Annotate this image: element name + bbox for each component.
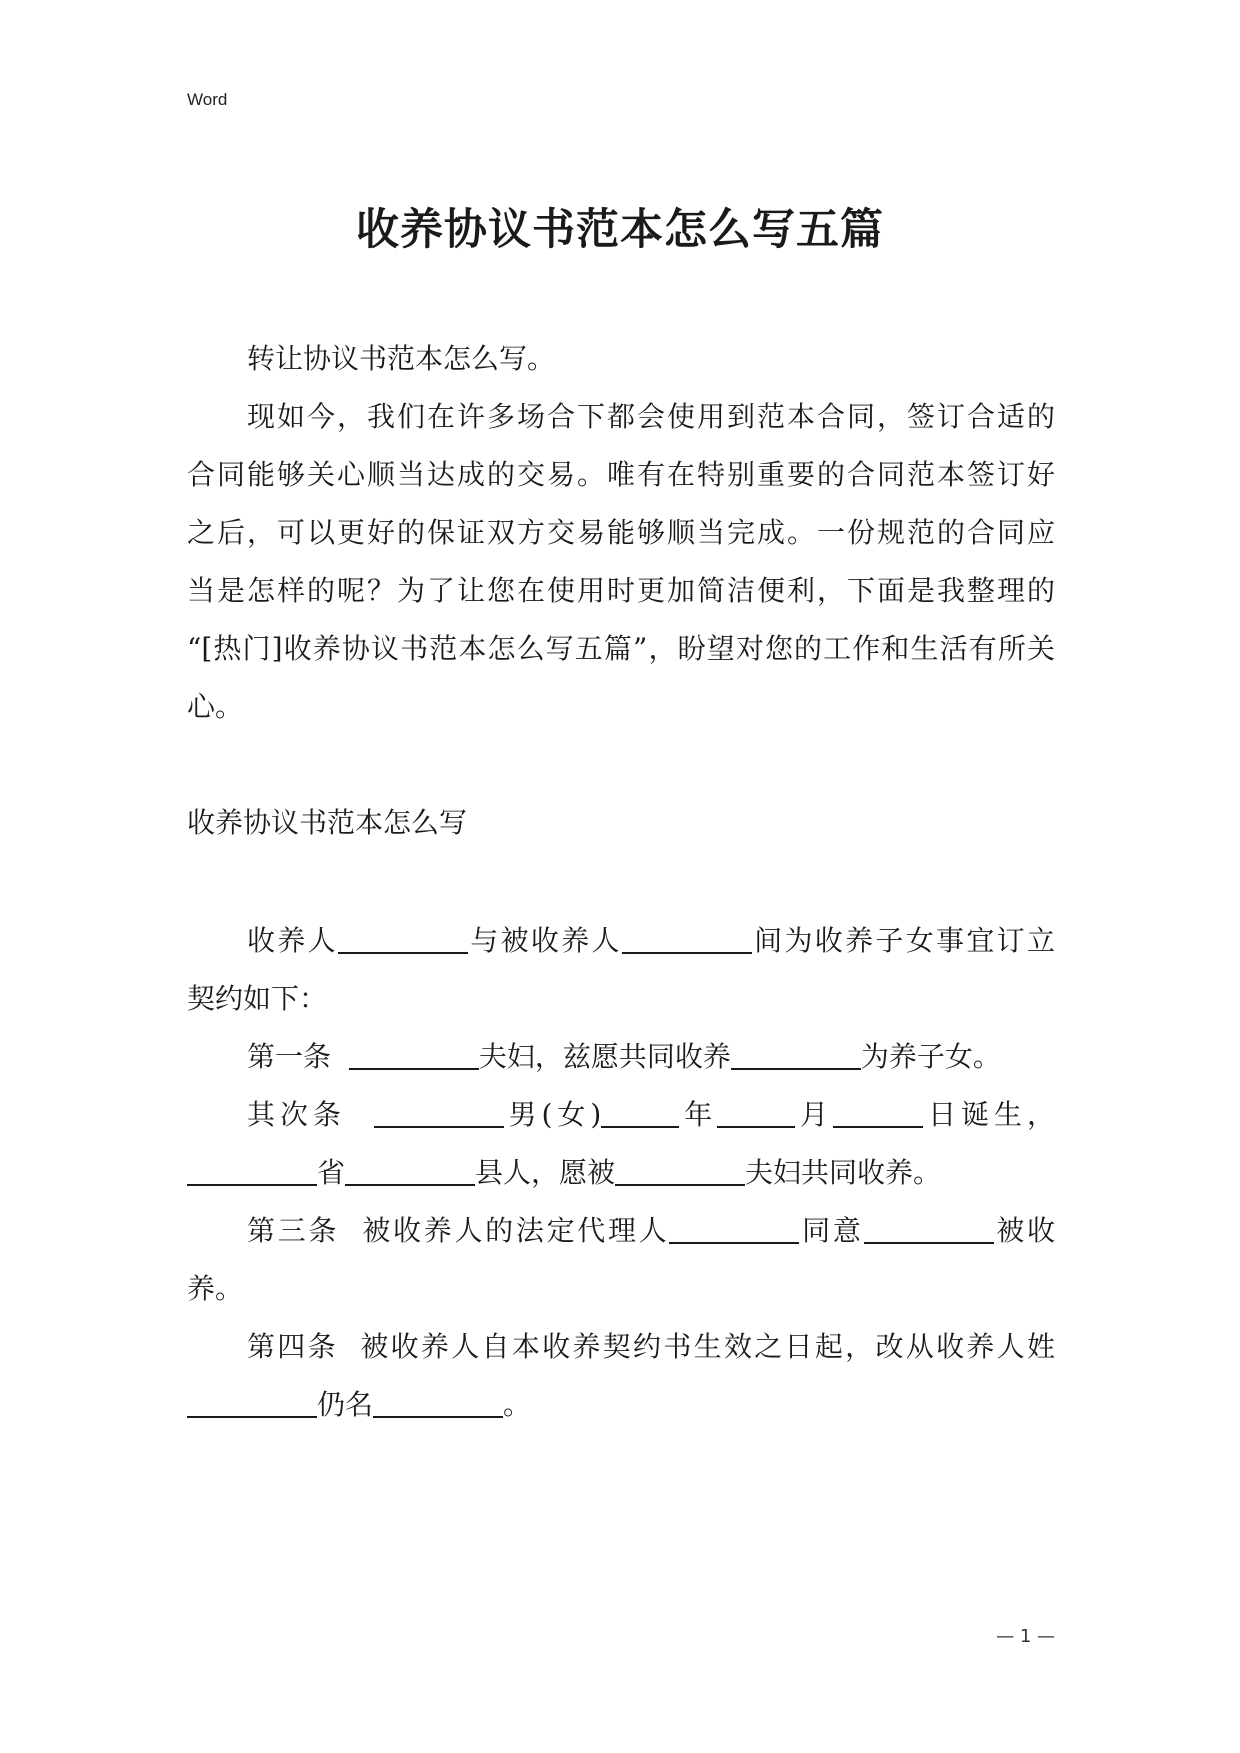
blank-field (731, 1040, 861, 1070)
article-2-line-2: 省 县人，愿被 夫妇共同收养。 (187, 1153, 941, 1193)
blank-field (622, 924, 752, 954)
intro-line-3: 之后，可以更好的保证双方交易能够顺当完成。一份规范的合同应 (187, 516, 1055, 549)
contract-para-1: 收养人 与被收养人 间为收养子女事宜订立 (247, 924, 1055, 957)
blank-field (187, 1156, 317, 1186)
document-header: Word (187, 90, 228, 109)
contract-para-1-line-2: 契约如下： (187, 982, 328, 1015)
blank-field (338, 924, 468, 954)
intro-heading: 转让协议书范本怎么写。 (247, 342, 556, 375)
blank-field (833, 1098, 923, 1128)
article-4: 第四条 被收养人自本收养契约书生效之日起，改从收养人姓 (247, 1330, 1055, 1363)
article-2: 其次条 男(女) 年 月 日诞生， (247, 1098, 1055, 1131)
intro-line-1: 现如今，我们在许多场合下都会使用到范本合同，签订合适的 (247, 400, 1055, 433)
section-title: 收养协议书范本怎么写 (187, 806, 468, 839)
intro-line-2: 合同能够关心顺当达成的交易。唯有在特别重要的合同范本签订好 (187, 458, 1055, 491)
blank-field (373, 1388, 503, 1418)
blank-field (345, 1156, 475, 1186)
intro-line-4: 当是怎样的呢？为了让您在使用时更加简洁便利，下面是我整理的 (187, 574, 1055, 607)
article-3: 第三条 被收养人的法定代理人 同意 被收 (247, 1214, 1055, 1247)
article-3-line-2: 养。 (187, 1272, 244, 1305)
article-4-line-2: 仍名 。 (187, 1385, 531, 1425)
page-number: — 1 — (996, 1626, 1055, 1647)
blank-field (601, 1098, 679, 1128)
blank-field (187, 1388, 317, 1418)
blank-field (615, 1156, 745, 1186)
intro-line-6: 心。 (187, 690, 244, 723)
blank-field (717, 1098, 795, 1128)
intro-line-5: “[热门]收养协议书范本怎么写五篇”，盼望对您的工作和生活有所关 (187, 632, 1055, 665)
blank-field (669, 1214, 799, 1244)
document-title: 收养协议书范本怎么写五篇 (356, 205, 884, 255)
blank-field (864, 1214, 994, 1244)
blank-field (374, 1098, 504, 1128)
blank-field (349, 1040, 479, 1070)
article-1: 第一条 夫妇，兹愿共同收养 为养子女。 (247, 1040, 1001, 1073)
